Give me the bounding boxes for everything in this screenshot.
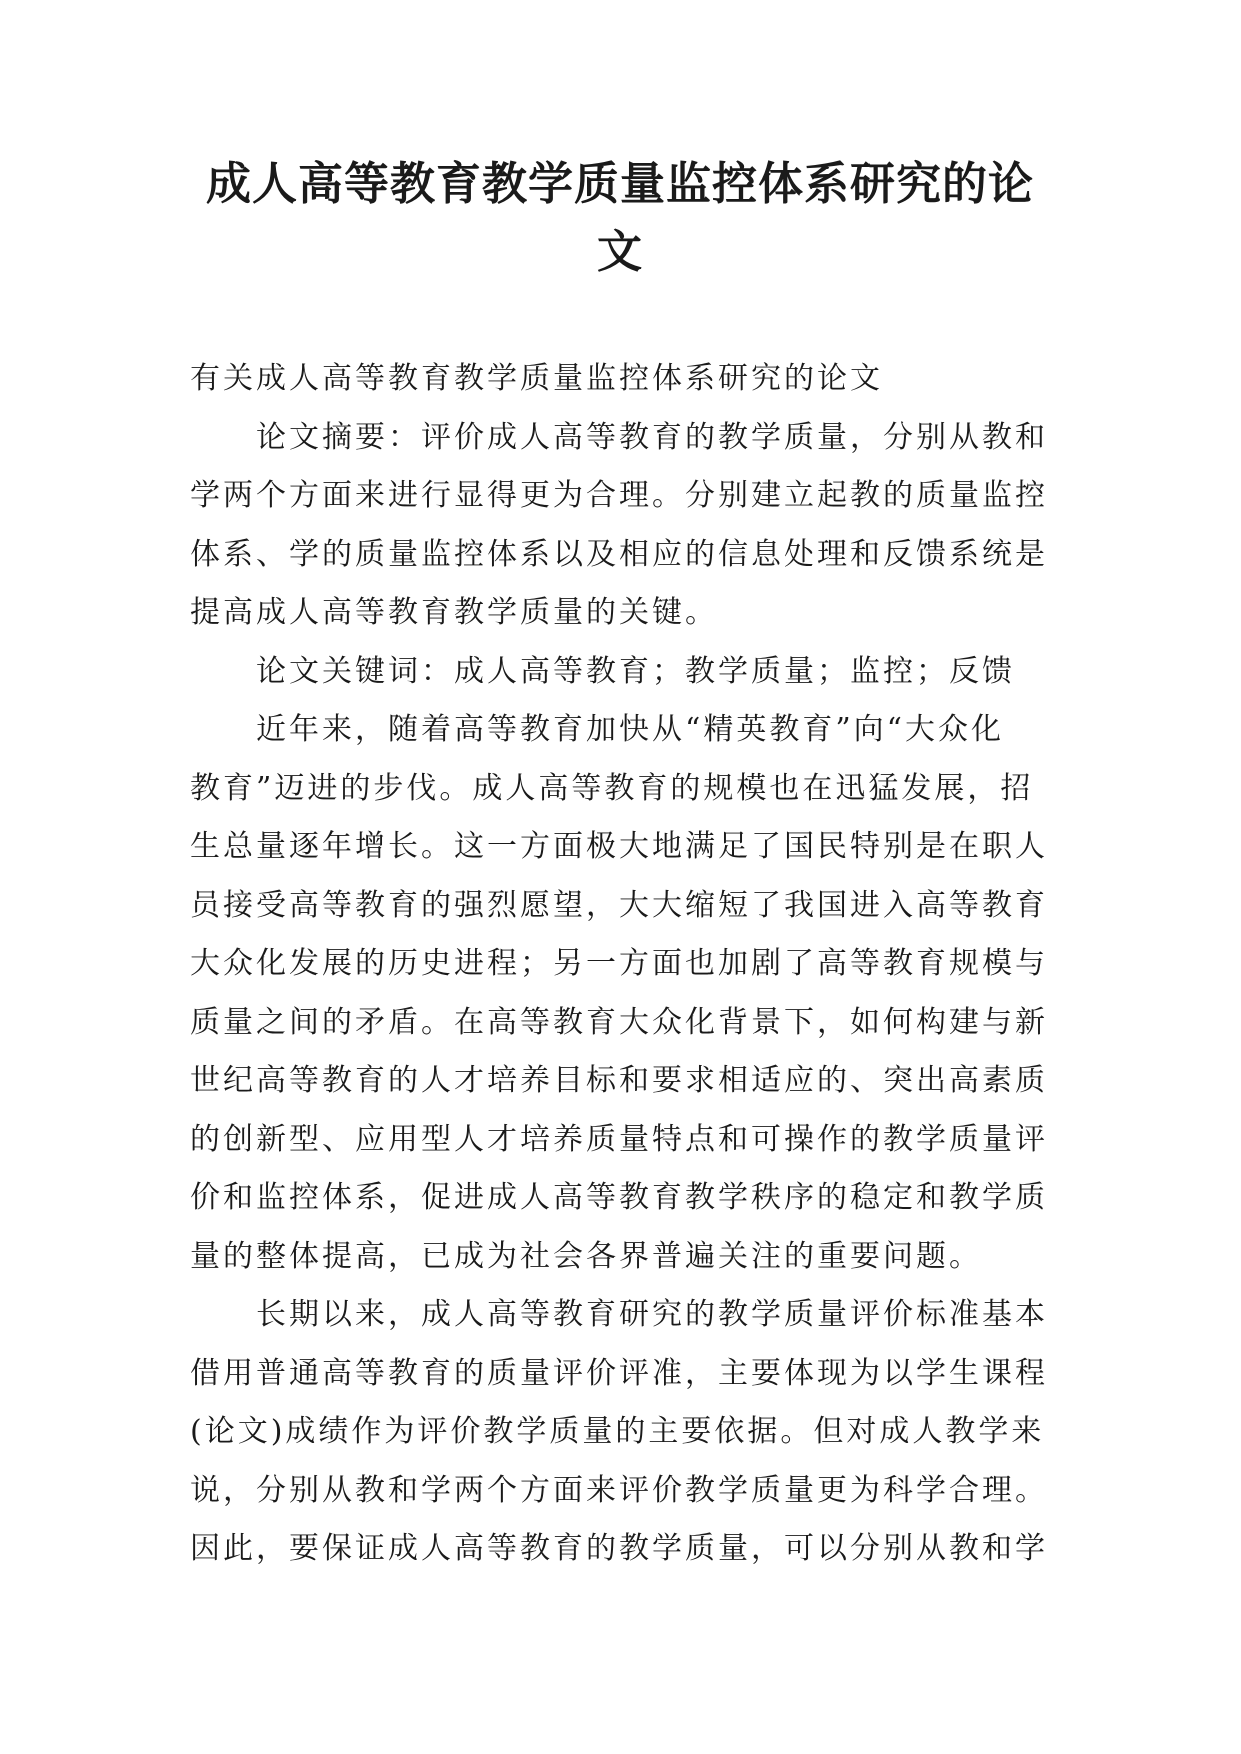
text-line: 生总量逐年增长。这一方面极大地满足了国民特别是在职人 (190, 829, 1048, 864)
text-line: 大众化发展的历史进程；另一方面也加剧了高等教育规模与 (190, 946, 1048, 981)
document-body (190, 350, 1070, 1579)
text-line: (论文)成绩作为评价教学质量的主要依据。但对成人教学来 (190, 1414, 1045, 1449)
text-line: 员接受高等教育的强烈愿望，大大缩短了我国进入高等教育 (190, 887, 1048, 923)
title-line: 文 (596, 225, 643, 278)
text-line: 教育”迈进的步伐。成人高等教育的规模也在迅猛发展，招 (190, 770, 1034, 806)
text-line: 提高成人高等教育教学质量的关键。 (190, 595, 718, 630)
text-line: 价和监控体系，促进成人高等教育教学秩序的稳定和教学质 (190, 1180, 1048, 1215)
text-line: 说，分别从教和学两个方面来评价教学质量更为科学合理。 (190, 1472, 1048, 1508)
text-line: 论文关键词：成人高等教育；教学质量；监控；反馈 (256, 653, 1015, 689)
document-title (150, 150, 1090, 286)
text-line: 有关成人高等教育教学质量监控体系研究的论文 (190, 361, 883, 396)
text-line: 质量之间的矛盾。在高等教育大众化背景下，如何构建与新 (190, 1004, 1048, 1040)
text-line: 学两个方面来进行显得更为合理。分别建立起教的质量监控 (190, 478, 1048, 513)
text-line: 量的整体提高，已成为社会各界普遍关注的重要问题。 (190, 1238, 982, 1274)
text-line: 因此，要保证成人高等教育的教学质量，可以分别从教和学 (190, 1531, 1048, 1566)
text-line: 近年来，随着高等教育加快从“精英教育”向“大众化 (256, 712, 1005, 747)
title-line: 成人高等教育教学质量监控体系研究的论 (205, 157, 1034, 210)
keywords-paragraph (190, 643, 1070, 702)
subtitle-paragraph (190, 350, 1070, 409)
text-line: 体系、学的质量监控体系以及相应的信息处理和反馈系统是 (190, 536, 1048, 572)
body-paragraph (190, 701, 1070, 1286)
abstract-paragraph (190, 409, 1070, 643)
text-line: 论文摘要：评价成人高等教育的教学质量，分别从教和 (256, 419, 1048, 455)
text-line: 长期以来，成人高等教育研究的教学质量评价标准基本 (256, 1297, 1048, 1332)
text-line: 的创新型、应用型人才培养质量特点和可操作的教学质量评 (190, 1121, 1048, 1157)
text-line: 世纪高等教育的人才培养目标和要求相适应的、突出高素质 (190, 1063, 1048, 1098)
text-line: 借用普通高等教育的质量评价评准，主要体现为以学生课程 (190, 1355, 1048, 1391)
body-paragraph (190, 1286, 1070, 1579)
